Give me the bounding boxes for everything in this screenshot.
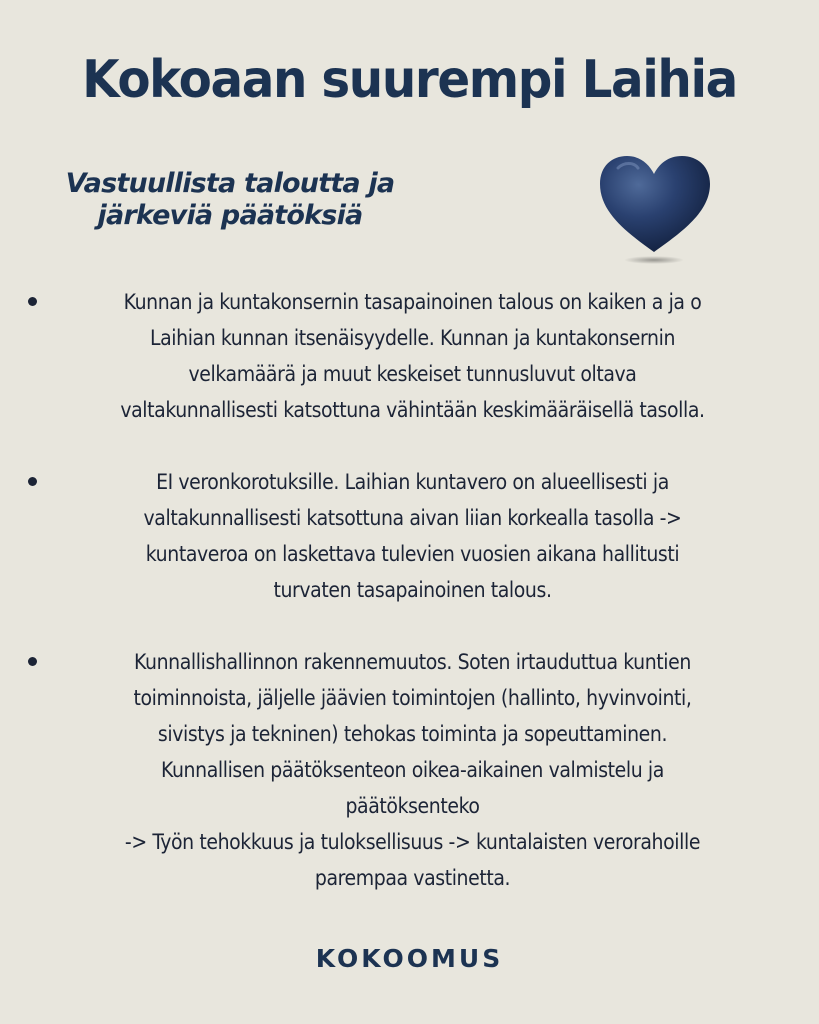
page-title: Kokoaan suurempi Laihia bbox=[82, 50, 737, 110]
list-item bbox=[0, 464, 819, 608]
list-item bbox=[0, 284, 819, 428]
subtitle-line: järkeviä päätöksiä bbox=[97, 200, 363, 231]
subtitle-line: Vastuullista taloutta ja bbox=[65, 168, 395, 199]
subtitle bbox=[40, 168, 420, 232]
bullet-text-line: kuntaveroa on laskettava tulevien vuosien aikana hallitusti bbox=[145, 542, 680, 566]
bullet-dot bbox=[28, 297, 37, 306]
bullet-dot bbox=[28, 477, 37, 486]
heart-icon bbox=[596, 150, 716, 268]
bullet-text-line: Kunnallisen päätöksenteon oikea-aikainen valmistelu ja bbox=[161, 758, 664, 782]
bullet-text-line: Kunnallishallinnon rakennemuutos. Soten irtauduttua kuntien bbox=[134, 650, 691, 674]
bullet-text-line: sivistys ja tekninen) tehokas toiminta ja sopeuttaminen. bbox=[157, 722, 668, 746]
bullet-dot bbox=[28, 657, 37, 666]
bullet-text-line: toiminnoista, jäljelle jäävien toimintojen (hallinto, hyvinvointi, bbox=[133, 686, 692, 710]
bullet-text-line: Laihian kunnan itsenäisyydelle. Kunnan ja kuntakonsernin bbox=[149, 326, 676, 350]
bullet-text-line: valtakunnallisesti katsottuna aivan liian korkealla tasolla -> bbox=[143, 506, 682, 530]
bullet-text-line: turvaten tasapainoinen talous. bbox=[273, 578, 552, 602]
list-item bbox=[0, 644, 819, 896]
bullet-text-line: -> Työn tehokkuus ja tuloksellisuus -> kuntalaisten verorahoille bbox=[124, 830, 701, 854]
bullet-text-line: valtakunnallisesti katsottuna vähintään keskimääräisellä tasolla. bbox=[120, 398, 705, 422]
bullet-list bbox=[0, 284, 819, 896]
bullet-text-line: päätöksenteko bbox=[345, 794, 480, 818]
bullet-text-line: EI veronkorotuksille. Laihian kuntavero on alueellisesti ja bbox=[156, 470, 669, 494]
bullet-text-line: Kunnan ja kuntakonsernin tasapainoinen talous on kaiken a ja o bbox=[123, 290, 702, 314]
brand-logo: KOKOOMUS bbox=[315, 944, 504, 973]
bullet-text-line: velkamäärä ja muut keskeiset tunnusluvut oltava bbox=[188, 362, 637, 386]
bullet-text-line: parempaa vastinetta. bbox=[314, 866, 511, 890]
